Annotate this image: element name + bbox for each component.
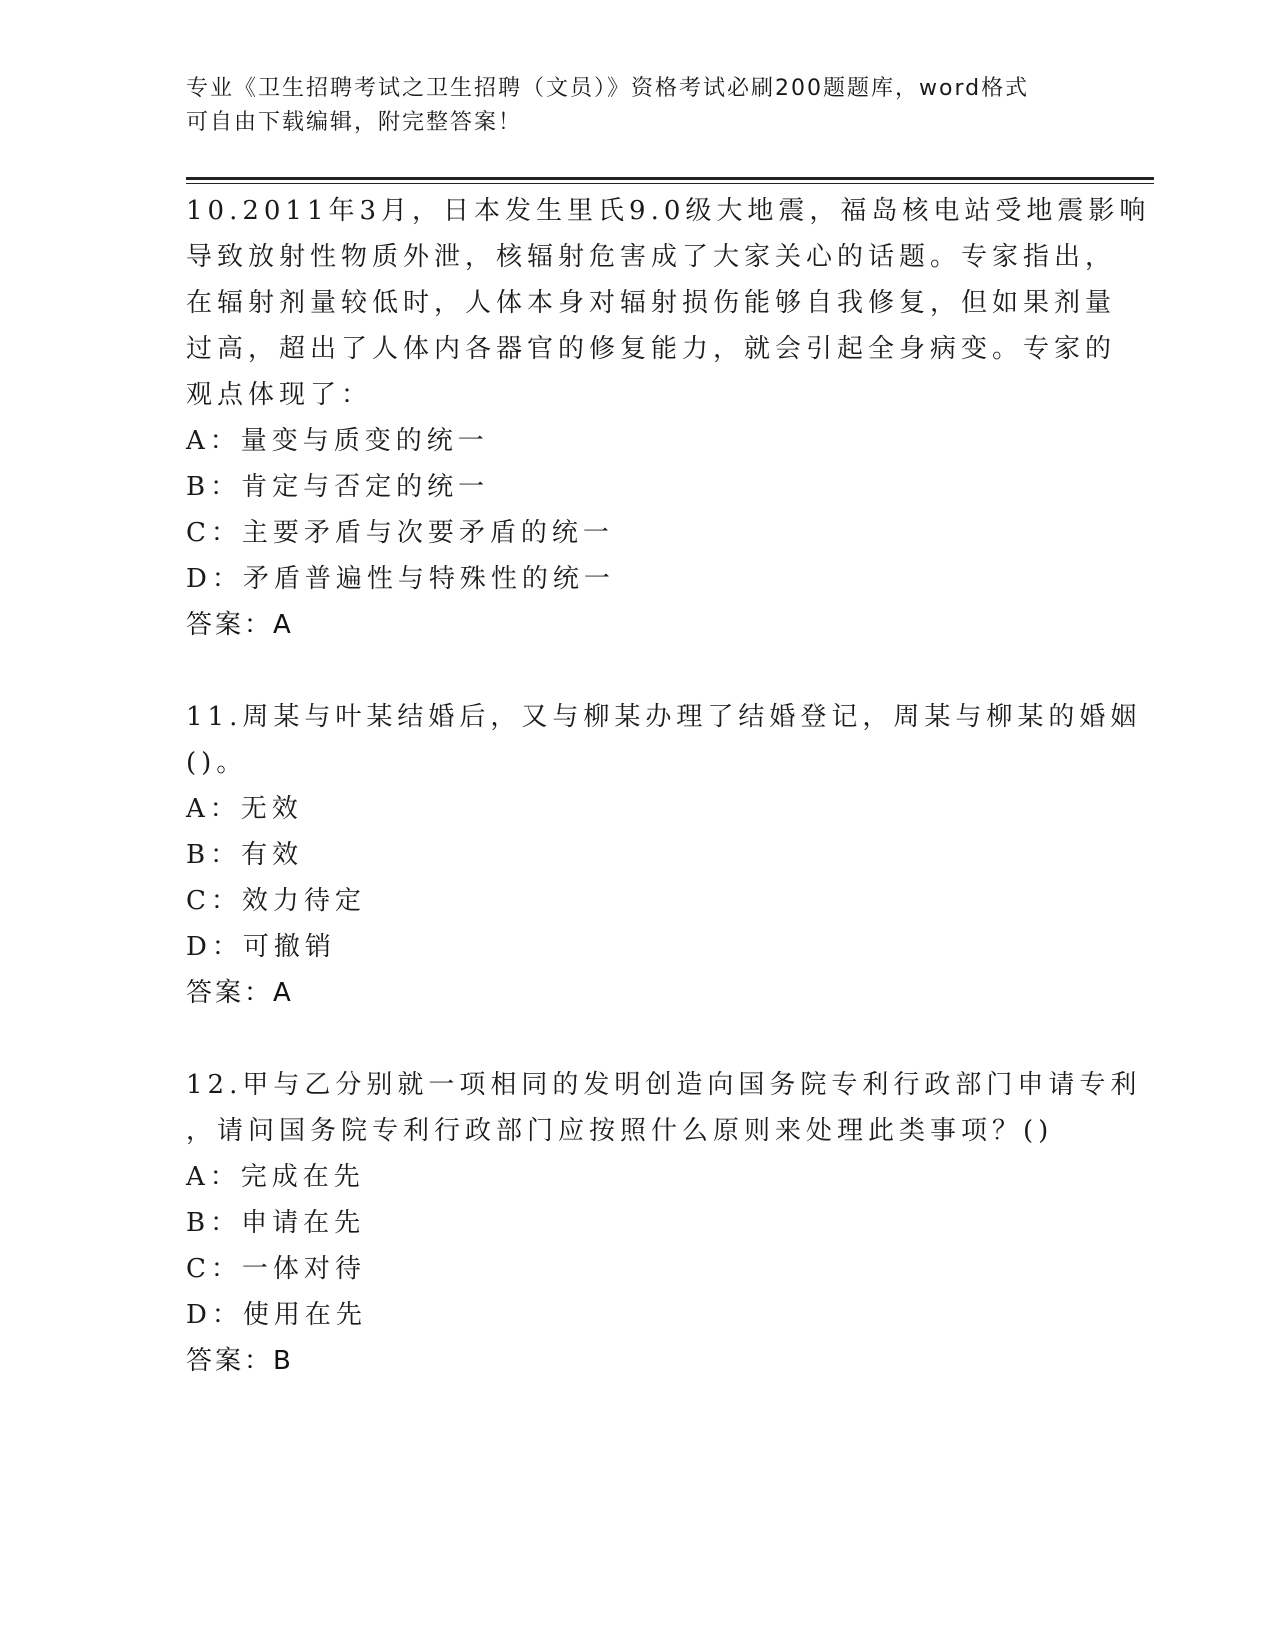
header-divider-thick: [186, 177, 1154, 180]
option-b: B：有效: [186, 840, 304, 870]
option-d: D：矛盾普遍性与特殊性的统一: [186, 564, 615, 594]
option-c: C：主要矛盾与次要矛盾的统一: [186, 518, 614, 548]
header-line: 可自由下载编辑，附完整答案！: [186, 110, 523, 135]
question-text-line: 10.2011年3月，日本发生里氏9.0级大地震，福岛核电站受地震影响: [186, 196, 1151, 226]
question-text-line: 过高，超出了人体内各器官的修复能力，就会引起全身病变。专家的: [186, 334, 1117, 364]
document-header: [186, 72, 1086, 140]
question-11: [186, 694, 1146, 1016]
option-c: C：一体对待: [186, 1254, 366, 1284]
question-text-line: 导致放射性物质外泄，核辐射危害成了大家关心的话题。专家指出，: [186, 242, 1117, 272]
question-spacer: [186, 1016, 1146, 1062]
option-d: D：使用在先: [186, 1300, 367, 1330]
question-text-line: 12.甲与乙分别就一项相同的发明创造向国务院专利行政部门申请专利: [186, 1070, 1142, 1100]
question-text-line: ，请问国务院专利行政部门应按照什么原则来处理此类事项？(): [186, 1116, 1054, 1146]
question-text-line: ()。: [186, 748, 248, 778]
question-text-line: 观点体现了：: [186, 380, 373, 410]
answer-line: 答案：A: [186, 978, 294, 1008]
option-c: C：效力待定: [186, 886, 366, 916]
option-a: A：量变与质变的统一: [186, 426, 489, 456]
option-a: A：无效: [186, 794, 303, 824]
option-b: B：申请在先: [186, 1208, 366, 1238]
header-divider-thin: [186, 183, 1154, 184]
option-a: A：完成在先: [186, 1162, 365, 1192]
question-12: [186, 1062, 1146, 1384]
header-line: 专业《卫生招聘考试之卫生招聘（文员）》资格考试必刷200题题库，word格式: [186, 76, 1030, 101]
option-b: B：肯定与否定的统一: [186, 472, 490, 502]
answer-line: 答案：A: [186, 610, 294, 640]
answer-line: 答案：B: [186, 1346, 294, 1376]
question-10: [186, 188, 1151, 648]
question-spacer: [186, 648, 1146, 694]
question-text-line: 在辐射剂量较低时，人体本身对辐射损伤能够自我修复，但如果剂量: [186, 288, 1117, 318]
option-d: D：可撤销: [186, 932, 336, 962]
question-list: [186, 188, 1151, 1384]
question-text-line: 11.周某与叶某结婚后，又与柳某办理了结婚登记，周某与柳某的婚姻: [186, 702, 1142, 732]
